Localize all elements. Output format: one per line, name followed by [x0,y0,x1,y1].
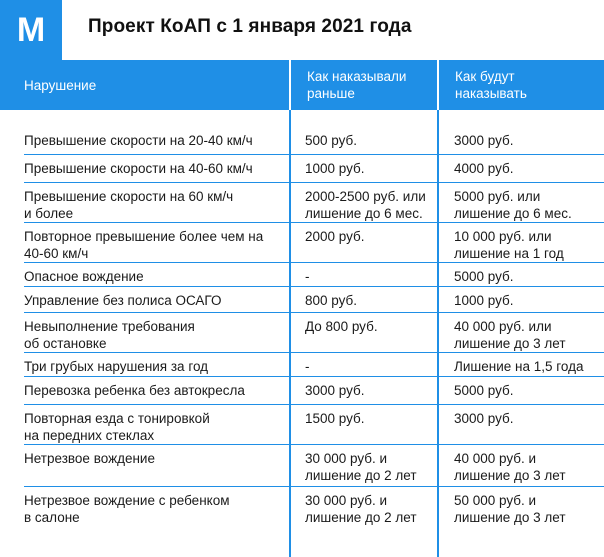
new-penalty-cell: 40 000 руб. или лишение до 3 лет [454,319,566,351]
table-row [0,183,604,223]
table-header [0,60,604,110]
table-row [0,127,604,155]
violation-cell: Превышение скорости на 40-60 км/ч [24,161,253,176]
violation-cell: Перевозка ребенка без автокресла [24,383,245,398]
table-row [0,223,604,263]
new-penalty-cell: 50 000 руб. и лишение до 3 лет [454,493,566,525]
new-penalty-cell: 40 000 руб. и лишение до 3 лет [454,451,566,483]
violation-cell: Невыполнение требования об остановке [24,319,195,351]
new-penalty-cell: 1000 руб. [454,293,514,308]
violation-cell: Превышение скорости на 60 км/ч и более [24,189,234,221]
new-penalty-cell: 5000 руб. или лишение до 6 мес. [454,189,572,221]
new-penalty-cell: 5000 руб. [454,269,514,284]
table-row [0,405,604,445]
new-penalty-cell: 5000 руб. [454,383,514,398]
new-penalty-cell: 10 000 руб. или лишение на 1 год [454,229,564,261]
table-row [0,353,604,377]
table-row [0,445,604,487]
column-header-violation: Нарушение [24,77,97,93]
old-penalty-cell: 30 000 руб. и лишение до 2 лет [305,493,417,525]
new-penalty-cell: 3000 руб. [454,411,514,426]
column-header-after: Как будут наказывать [455,69,527,101]
table-row [0,487,604,533]
column-divider [437,60,439,110]
table-row [0,155,604,183]
logo: М [0,0,62,60]
violation-cell: Повторная езда с тонировкой на передних стеклах [24,411,210,443]
header [0,0,604,60]
violation-cell: Повторное превышение более чем на 40-60 км/ч [24,229,264,261]
new-penalty-cell: 3000 руб. [454,133,514,148]
old-penalty-cell: 3000 руб. [305,383,365,398]
old-penalty-cell: 1500 руб. [305,411,365,426]
violation-cell: Превышение скорости на 20-40 км/ч [24,133,253,148]
old-penalty-cell: 2000-2500 руб. или лишение до 6 мес. [305,189,426,221]
old-penalty-cell: 2000 руб. [305,229,365,244]
violation-cell: Три грубых нарушения за год [24,359,209,374]
table-row [0,377,604,405]
old-penalty-cell: - [305,359,310,374]
old-penalty-cell: - [305,269,310,284]
new-penalty-cell: Лишение на 1,5 года [454,359,584,374]
table-row [0,313,604,353]
violation-cell: Опасное вождение [24,269,144,284]
table-body [0,110,604,557]
old-penalty-cell: До 800 руб. [305,319,378,334]
violation-cell: Нетрезвое вождение [24,451,155,466]
violation-cell: Нетрезвое вождение с ребенком в салоне [24,493,230,525]
old-penalty-cell: 30 000 руб. и лишение до 2 лет [305,451,417,483]
column-divider [289,60,291,110]
old-penalty-cell: 800 руб. [305,293,358,308]
column-header-before: Как наказывали раньше [307,69,407,101]
table-row [0,263,604,287]
violation-cell: Управление без полиса ОСАГО [24,293,222,308]
old-penalty-cell: 1000 руб. [305,161,365,176]
old-penalty-cell: 500 руб. [305,133,358,148]
table-row [0,287,604,313]
page-title: Проект КоАП с 1 января 2021 года [88,16,412,37]
new-penalty-cell: 4000 руб. [454,161,514,176]
